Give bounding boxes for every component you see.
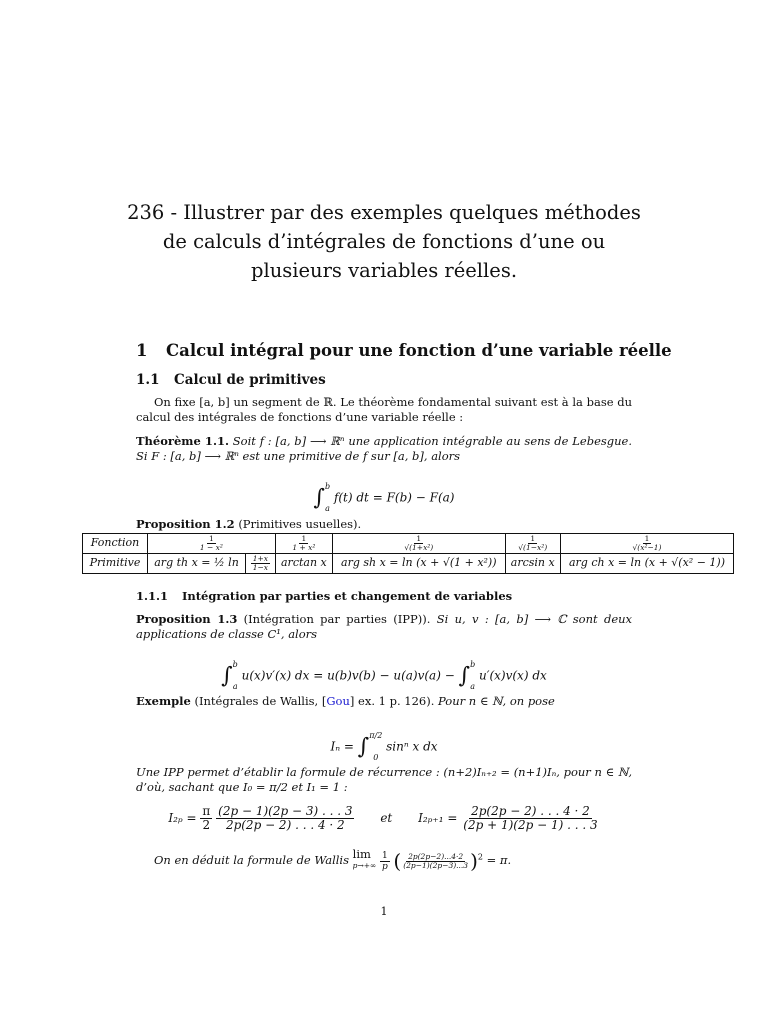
integral-sign: ∫ bbox=[357, 734, 370, 760]
integral-sign: ∫ bbox=[221, 663, 233, 689]
section-title: Calcul intégral pour une fonction d’une variable réelle bbox=[166, 341, 672, 360]
section-number: 1 bbox=[136, 341, 148, 360]
row-label-primitive: Primitive bbox=[83, 554, 148, 574]
example-text: Pour n ∈ ℕ, on pose bbox=[438, 694, 555, 708]
table-cell: arcsin x bbox=[505, 554, 560, 574]
integral-bounds: b a bbox=[324, 482, 331, 513]
theorem-label: Théorème 1.1. bbox=[136, 434, 229, 448]
table-cell: $\frac{1}{\text{√(x²−1)}}$ bbox=[560, 534, 733, 554]
proposition-label: Proposition 1.3 bbox=[136, 612, 238, 626]
table-cell: $\frac{1}{\text{√(1−x²)}}$ bbox=[505, 534, 560, 554]
page-number: 1 bbox=[380, 905, 388, 918]
table-cell: $\frac{1}{\text{1 + x²}}$ bbox=[275, 534, 332, 554]
integral-sign: ∫ bbox=[313, 485, 325, 511]
wallis-values-equation: I₂ₚ = $\frac{\pi}{2}$ $\frac{(2p - 1)(2p - 3) . . . 3}{2p(2p - 2) . . . 4 \cdot 2}$ et I₂ₚ₊₁ = $\frac{2p(2p - 2) . . . 4 \cdot 2}{(2p + 1)(2p - 1) . . . 3}$ bbox=[168, 804, 598, 832]
intro-paragraph: On fixe [a, b] un segment de ℝ. Le théorème fondamental suivant est à la base du calcul des intégrales de fonctions d’une variable réelle : bbox=[136, 395, 632, 425]
proposition-note: (Intégration par parties (IPP)). bbox=[243, 612, 431, 626]
subsubsection-heading-1-1-1 bbox=[136, 589, 512, 604]
theorem-1-1 bbox=[136, 434, 632, 464]
wallis-formula-line: On en déduit la formule de Wallis lim p→+∞ $\frac{1}{p}$ ( $\frac{2p(2p-2)...4\cdot 2}{(2p-1)(2p-3)...3}$ )$^2$ = π. bbox=[136, 848, 632, 874]
row-label-fonction: Fonction bbox=[83, 534, 148, 554]
subsection-title: Calcul de primitives bbox=[174, 372, 326, 388]
proposition-1-3 bbox=[136, 612, 632, 642]
table-cell: $\frac{1}{\text{√(1+x²)}}$ bbox=[333, 534, 505, 554]
recurrence-paragraph: Une IPP permet d’établir la formule de récurrence : (n+2)Iₙ₊₂ = (n+1)Iₙ, pour n ∈ ℕ, d’où, sachant que I₀ = π/2 et I₁ = 1 : bbox=[136, 765, 632, 795]
fundamental-theorem-equation bbox=[136, 476, 632, 520]
subsection-heading-1-1 bbox=[136, 372, 326, 390]
table-cell: arg sh x = ln (x + √(1 + x²)) bbox=[333, 554, 505, 574]
citation-link[interactable]: Gou bbox=[326, 694, 350, 708]
integral-bounds: b a bbox=[470, 660, 476, 691]
ipp-equation bbox=[136, 654, 632, 698]
integral-sign: ∫ bbox=[458, 663, 471, 689]
ipp-lhs: u(x)v′(x) dx = u(b)v(b) − u(a)v(a) − bbox=[241, 668, 455, 683]
et-word: et bbox=[380, 811, 393, 825]
wallis-integral-definition: Iₙ = ∫ π/2 0 sinⁿ x dx bbox=[136, 725, 632, 769]
document-title: 236 - Illustrer par des exemples quelques méthodes de calculs d’intégrales de fonctions d’une ou plusieurs variables réelles. bbox=[127, 201, 641, 282]
proposition-label: Proposition 1.2 bbox=[136, 517, 235, 531]
theorem-text: Soit f : [a, b] ⟶ ℝⁿ une application intégrable au sens de Lebesgue. Si F : [a, b] ⟶ ℝⁿ est une primitive de f sur [a, b], alors bbox=[136, 434, 633, 464]
integral-bounds: π/2 0 bbox=[369, 731, 383, 762]
table-cell: arg ch x = ln (x + √(x² − 1)) bbox=[560, 554, 733, 574]
equation-body: f(t) dt = F(b) − F(a) bbox=[333, 490, 455, 505]
proposition-note: (Primitives usuelles). bbox=[238, 517, 362, 531]
subsection-number: 1.1 bbox=[136, 372, 160, 388]
ipp-rhs: u′(x)v(x) dx bbox=[479, 668, 547, 683]
primitives-table bbox=[82, 533, 734, 574]
subsubsection-number: 1.1.1 bbox=[136, 589, 169, 603]
example-wallis: Exemple (Intégrales de Wallis, [Gou] ex. 1 p. 126). Pour n ∈ ℕ, on pose bbox=[136, 694, 555, 708]
section-heading-1 bbox=[136, 340, 672, 362]
table-cell: $\frac{1+x}{1-x}$ bbox=[246, 554, 276, 574]
table-row-functions bbox=[83, 534, 734, 554]
proposition-text: Si u, v : [a, b] ⟶ ℂ sont deux applications de classe C¹, alors bbox=[136, 612, 633, 642]
table-cell: arctan x bbox=[275, 554, 332, 574]
integral-bounds: b a bbox=[232, 660, 238, 691]
limit-operator: lim p→+∞ bbox=[352, 847, 377, 870]
table-cell: arg th x = ½ ln bbox=[148, 554, 246, 574]
example-label: Exemple bbox=[136, 694, 191, 708]
subsubsection-title: Intégration par parties et changement de variables bbox=[182, 589, 513, 603]
wallis-text: On en déduit la formule de Wallis bbox=[154, 853, 350, 868]
proposition-1-2 bbox=[136, 517, 632, 532]
table-row-primitives bbox=[83, 554, 734, 574]
table-cell: $\frac{1}{\text{1 − x²}}$ bbox=[148, 534, 276, 554]
